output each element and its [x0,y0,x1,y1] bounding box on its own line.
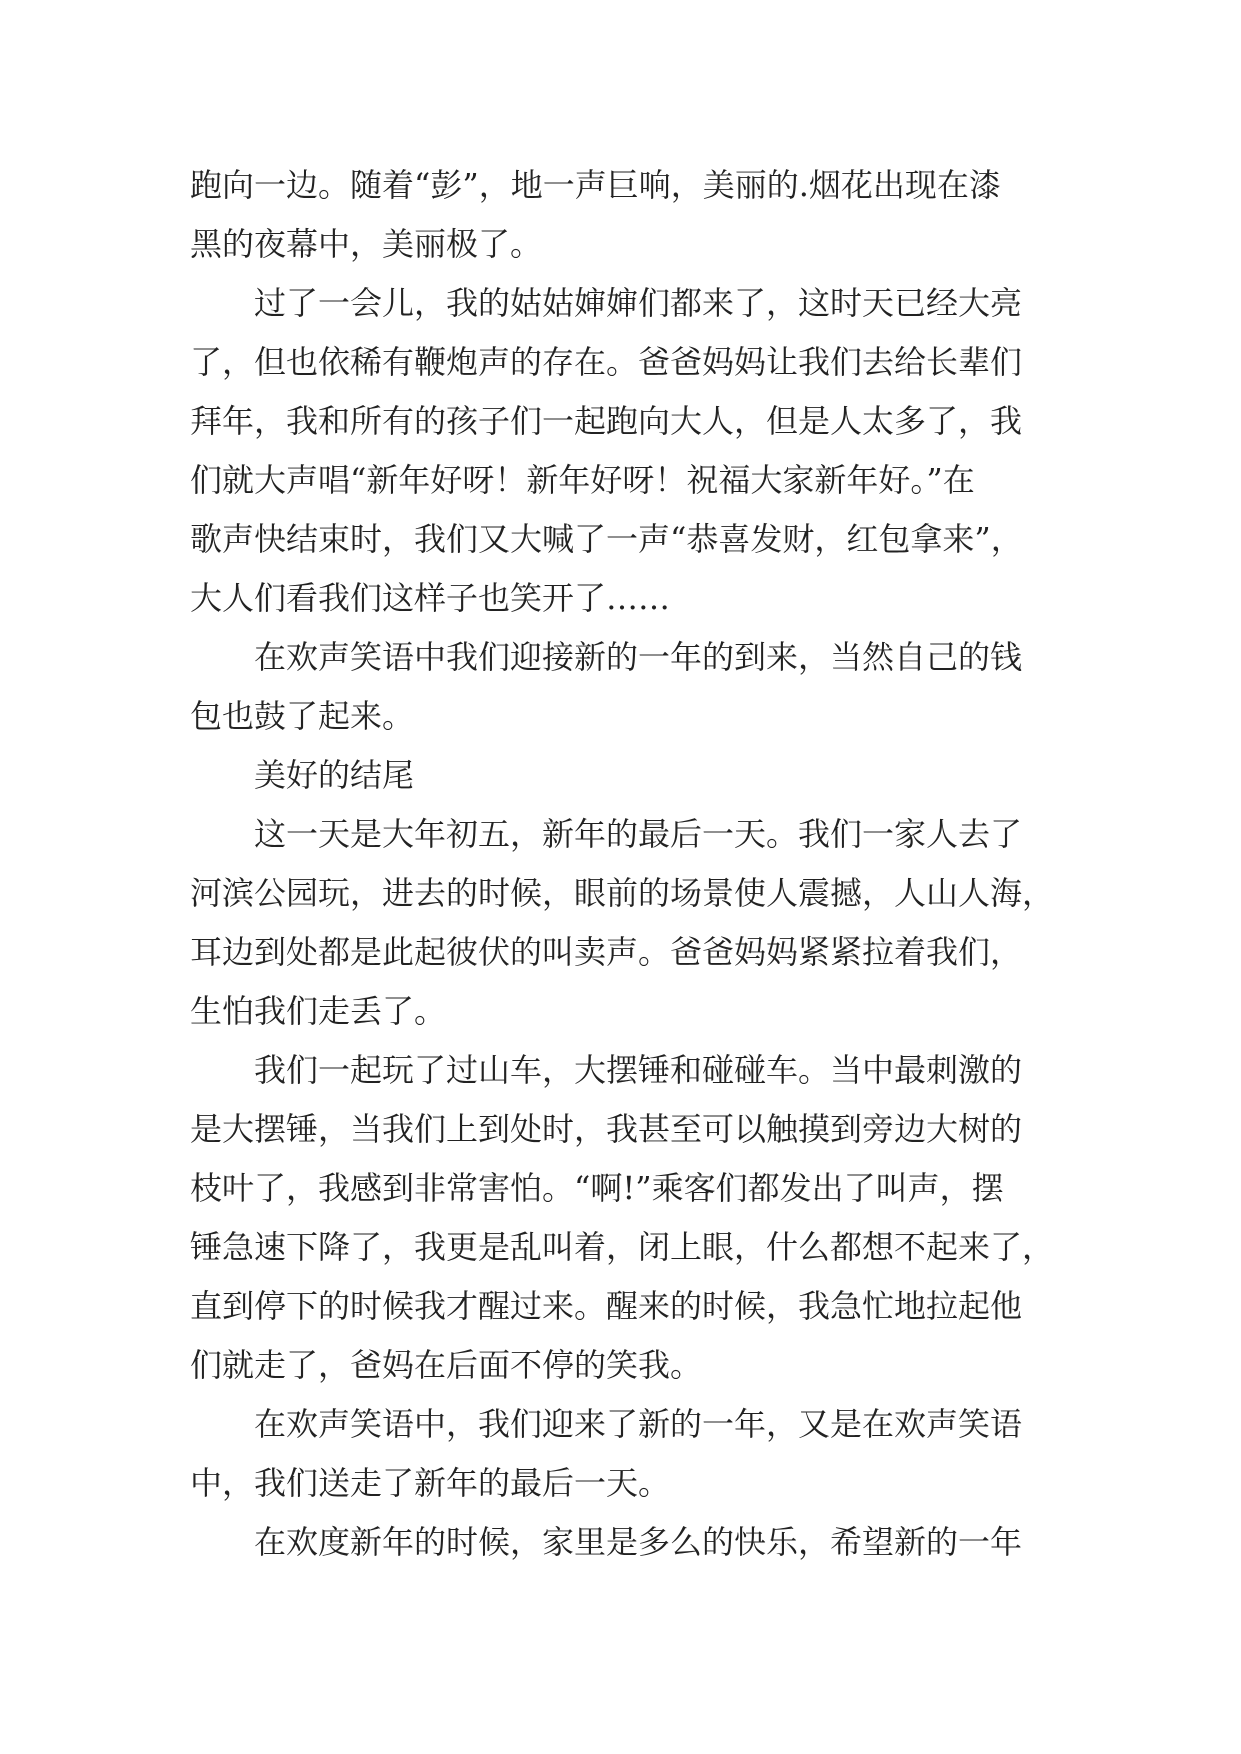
text-line: 跑向一边。随着“彭”，地一声巨响，美丽的.烟花出现在漆 [190,166,1001,204]
document-body [190,156,1060,1572]
text-line: 大人们看我们这样子也笑开了…… [190,579,671,617]
text-line: 是大摆锤，当我们上到处时，我甚至可以触摸到旁边大树的 [190,1110,1023,1148]
text-line: 歌声快结束时，我们又大喊了一声“恭喜发财，红包拿来”， [190,520,1023,558]
text-line: 们就大声唱“新年好呀！新年好呀！祝福大家新年好。”在 [190,461,975,499]
text-line: 包也鼓了起来。 [190,697,415,735]
text-line: 拜年，我和所有的孩子们一起跑向大人，但是人太多了，我 [190,402,1023,440]
text-line: 在欢声笑语中我们迎接新的一年的到来，当然自己的钱 [254,638,1023,676]
text-line: 锤急速下降了，我更是乱叫着，闭上眼，什么都想不起来了， [190,1228,1055,1266]
text-line: 直到停下的时候我才醒过来。醒来的时候，我急忙地拉起他 [190,1287,1023,1325]
text-line: 在欢声笑语中，我们迎来了新的一年，又是在欢声笑语 [254,1405,1023,1443]
text-line: 这一天是大年初五，新年的最后一天。我们一家人去了 [254,815,1023,853]
text-line: 枝叶了，我感到非常害怕。“啊!”乘客们都发出了叫声，摆 [190,1169,1004,1207]
text-line: 了，但也依稀有鞭炮声的存在。爸爸妈妈让我们去给长辈们 [190,343,1023,381]
text-line: 河滨公园玩，进去的时候，眼前的场景使人震撼，人山人海， [190,874,1055,912]
section-heading: 美好的结尾 [254,756,415,794]
text-line: 中，我们送走了新年的最后一天。 [190,1464,671,1502]
text-line: 黑的夜幕中，美丽极了。 [190,225,543,263]
text-line: 耳边到处都是此起彼伏的叫卖声。爸爸妈妈紧紧拉着我们， [190,933,1023,971]
text-line: 在欢度新年的时候，家里是多么的快乐，希望新的一年 [254,1523,1023,1561]
text-line: 们就走了，爸妈在后面不停的笑我。 [190,1346,703,1384]
text-line: 过了一会儿，我的姑姑婶婶们都来了，这时天已经大亮 [254,284,1023,322]
text-line: 我们一起玩了过山车，大摆锤和碰碰车。当中最刺激的 [254,1051,1023,1089]
text-line: 生怕我们走丢了。 [190,992,447,1030]
